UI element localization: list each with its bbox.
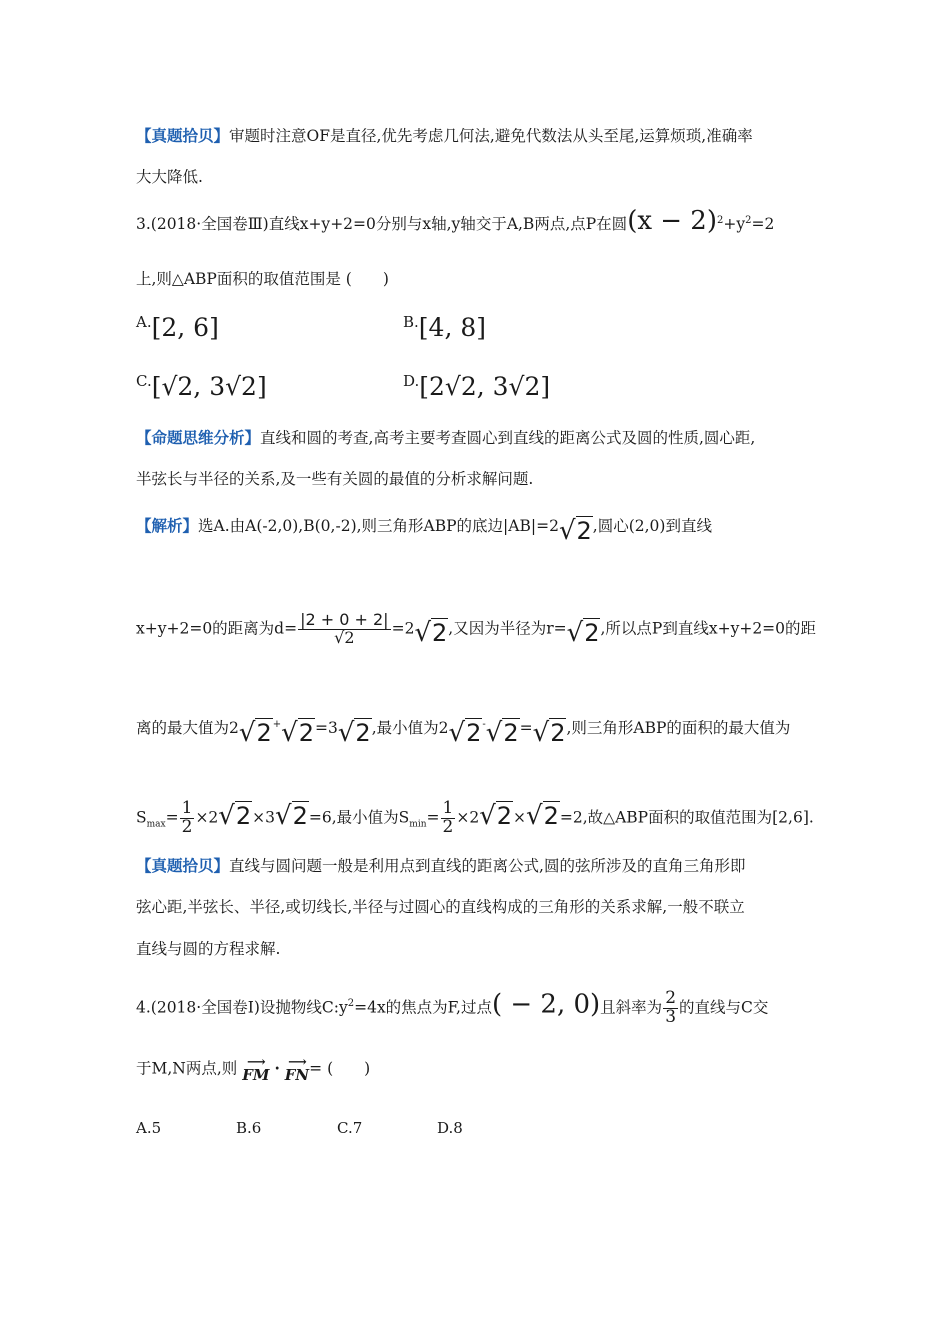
q3-option-b: [403, 313, 486, 342]
solution-l4-c: ×3: [252, 808, 276, 827]
slope-fraction: [663, 990, 678, 1027]
fraction-denominator: 3: [665, 1006, 677, 1027]
q4-stem-b: =4x的焦点为F,过点: [354, 998, 492, 1017]
q3-stem-a: 3.(2018·全国卷Ⅲ)直线x+y+2=0分别与x轴,y轴交于A,B两点,点P在圆: [136, 215, 628, 233]
option-label: B.: [403, 313, 419, 331]
sqrt-2: √2: [526, 801, 559, 832]
solution-line-1: [136, 510, 712, 546]
q4-option-d: D.8: [437, 1119, 463, 1137]
tip2-text-a: 直线与圆问题一般是利用点到直线的距离公式,圆的弦所涉及的直角三角形即: [229, 857, 746, 875]
tip1-text-b: 大大降低.: [136, 168, 203, 186]
option-label: D.: [403, 372, 420, 390]
sqrt-2: √2: [281, 718, 314, 748]
tip2-text-b: 弦心距,半弦长、半径,或切线长,半径与过圆心的直线构成的三角形的关系求解,一般不联立: [136, 898, 745, 916]
analysis-line-2: [136, 472, 533, 488]
q4-point: ( − 2, 0): [491, 989, 601, 1020]
solution-l4-a: S: [136, 808, 147, 827]
sqrt-2: √2: [275, 801, 308, 832]
option-value: [4, 8]: [418, 313, 487, 342]
solution-tag: 【解析】: [136, 516, 199, 535]
tip2-line-1: [136, 858, 745, 875]
q4-stem-a: 4.(2018·全国卷Ⅰ)设抛物线C:y: [136, 998, 348, 1017]
solution-l2-c: ,又因为半径为r=: [448, 619, 567, 638]
q3-stem-b: 上,则△ABP面积的取值范围是 ( ): [136, 270, 389, 288]
solution-l2-d: ,所以点P到直线x+y+2=0的距: [600, 619, 817, 638]
q3-option-c: [136, 372, 267, 401]
vector-fm: ⟶ FM: [242, 1055, 270, 1084]
option-value: [2, 6]: [151, 313, 219, 342]
half-fraction: [180, 800, 195, 837]
q4-stem-d: 的直线与C交: [679, 998, 769, 1017]
vector-fn: ⟶ FN: [284, 1055, 310, 1084]
sqrt-2: √2: [448, 718, 482, 748]
solution-sub-min: min: [409, 819, 427, 830]
option-value: [2√2, 3√2]: [419, 372, 551, 401]
tip1-text-a: 审题时注意OF是直径,优先考虑几何法,避免代数法从头至尾,运算烦琐,准确率: [229, 127, 753, 145]
solution-l3-b: +: [272, 718, 282, 730]
solution-l4-g: =2,故△ABP面积的取值范围为[2,6].: [559, 808, 814, 827]
option-value: [√2, 3√2]: [151, 372, 267, 401]
q3-option-a: [136, 313, 219, 342]
sqrt-2: √2: [532, 718, 566, 748]
q4-stem-line-1: [136, 990, 768, 1027]
half-fraction: [441, 800, 456, 837]
sqrt-2: √2: [238, 718, 272, 748]
fraction-denominator: √2: [334, 627, 355, 647]
fraction-numerator: 2: [665, 988, 677, 1008]
distance-fraction: [298, 612, 390, 647]
fraction-denominator: 2: [442, 816, 454, 837]
analysis-text-a: 直线和圆的考查,高考主要考查圆心到直线的距离公式及圆的性质,圆心距,: [260, 429, 756, 447]
tip2-text-c: 直线与圆的方程求解.: [136, 940, 281, 958]
sqrt-2: √2: [558, 516, 592, 546]
tip2-tag: 【真题拾贝】: [136, 856, 230, 875]
q4-option-c: C.7: [337, 1119, 363, 1137]
fraction-denominator: 2: [181, 816, 193, 837]
option-label: A.: [136, 313, 152, 331]
solution-l2-b: =2: [391, 619, 415, 638]
analysis-tag: 【命题思维分析】: [136, 428, 261, 447]
solution-line-2: [136, 612, 816, 647]
q4-option-b: B.6: [236, 1119, 262, 1137]
solution-l2-a: x+y+2=0的距离为d=: [136, 619, 298, 638]
solution-l3-c: =3: [314, 719, 338, 737]
q3-circle-math: (x − 2): [627, 206, 717, 236]
sqrt-2: √2: [337, 718, 371, 748]
solution-l3-a: 离的最大值为2: [136, 719, 239, 737]
tip1-line-1: [136, 128, 753, 145]
vector-fn-label: FN: [284, 1065, 310, 1084]
solution-l4-d: =6,最小值为S: [308, 808, 410, 827]
sqrt-2: √2: [479, 801, 513, 832]
solution-l3-d: ,最小值为2: [371, 719, 449, 737]
sqrt-2: √2: [218, 801, 252, 832]
solution-l4-eq2: =: [426, 808, 440, 827]
solution-l4-eq: =: [165, 808, 179, 827]
fraction-numerator: 1: [181, 798, 193, 818]
solution-l4-f: ×: [513, 808, 527, 827]
tip1-tag: 【真题拾贝】: [136, 126, 230, 145]
q3-stem-line-1: [136, 208, 774, 234]
option-label: C.: [136, 372, 152, 390]
q3-circle-exp: 2: [717, 214, 724, 226]
analysis-text-b: 半弦长与半径的关系,及一些有关圆的最值的分析求解问题.: [136, 470, 534, 488]
q4-option-a: A.5: [136, 1119, 162, 1137]
q3-stem-line-2: [136, 272, 389, 288]
q3-circle-exp2: 2: [745, 214, 752, 226]
tip2-line-2: [136, 900, 745, 916]
fraction-numerator: |2 + 0 + 2|: [300, 610, 389, 629]
q3-circle-tail-end: =2: [751, 215, 775, 233]
solution-l3-f: =: [519, 719, 533, 737]
tip2-line-3: [136, 942, 280, 958]
fraction-numerator: 1: [442, 798, 454, 818]
dot-operator: ·: [274, 1058, 280, 1078]
sqrt-2: √2: [566, 618, 600, 649]
q4-stem-c: 且斜率为: [600, 998, 663, 1017]
sqrt-2: √2: [414, 618, 448, 649]
solution-line-4: [136, 800, 814, 837]
q4-stem-exp: 2: [347, 998, 355, 1010]
q4-l2-a: 于M,N两点,则: [136, 1059, 238, 1078]
solution-l1-end: ,圆心(2,0)到直线: [592, 517, 712, 535]
solution-sub-max: max: [146, 819, 166, 830]
solution-l3-g: ,则三角形ABP的面积的最大值为: [566, 719, 791, 737]
sqrt-2: √2: [485, 718, 519, 748]
analysis-line-1: [136, 430, 755, 447]
solution-l3-e: -: [482, 718, 486, 730]
solution-line-3: [136, 712, 791, 748]
q4-stem-line-2: [136, 1057, 370, 1082]
solution-l1: 选A.由A(-2,0),B(0,-2),则三角形ABP的底边|AB|=2: [198, 517, 559, 535]
solution-l4-e: ×2: [456, 808, 480, 827]
q3-option-d: [403, 372, 550, 401]
q4-l2-b: = ( ): [309, 1059, 371, 1078]
solution-l4-b: ×2: [195, 808, 219, 827]
tip1-line-2: [136, 170, 203, 186]
vector-fm-label: FM: [242, 1065, 270, 1084]
q3-circle-tail: +y: [723, 215, 746, 233]
